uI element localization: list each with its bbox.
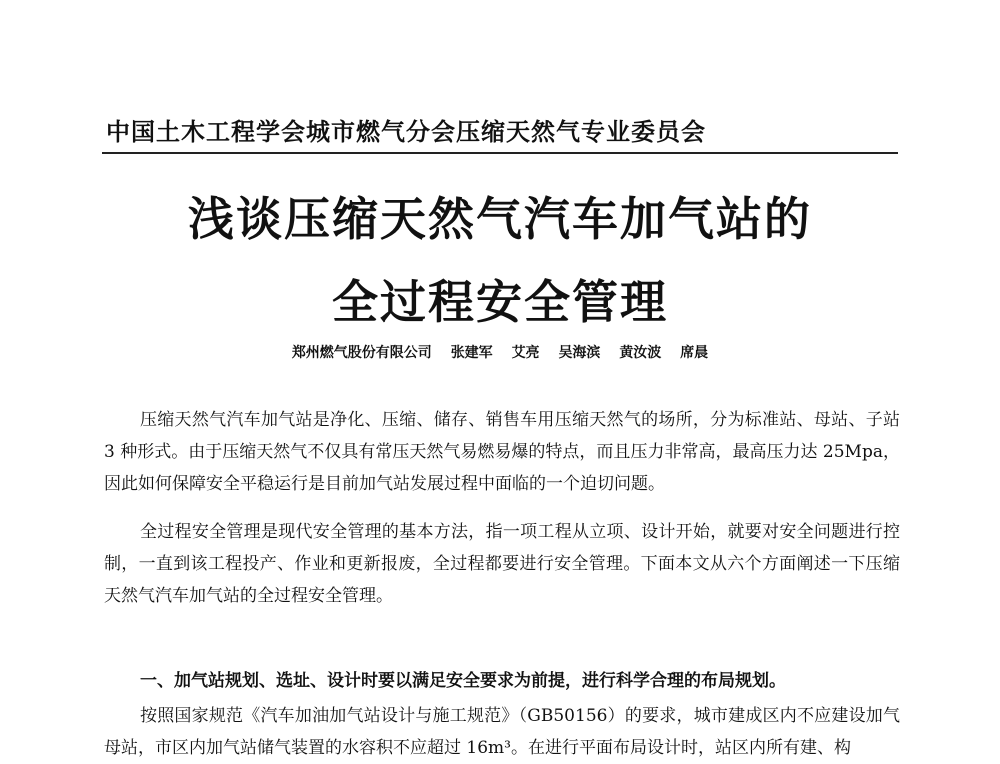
organization-header: 中国土木工程学会城市燃气分会压缩天然气专业委员会 <box>106 118 706 146</box>
author-affiliation: 郑州燃气股份有限公司 <box>291 345 432 361</box>
article-title-line1: 浅谈压缩天然气汽车加气站的 <box>188 192 812 246</box>
section-paragraph: 按照国家规范《汽车加油加气站设计与施工规范》（GB50156）的要求，城市建成区内不应建设加气母站，市区内加气站储气装置的水容积不应超过 16m³。在进行平面布局设计时，站区内所有建、构 <box>104 706 900 758</box>
method-paragraph: 全过程安全管理是现代安全管理的基本方法，指一项工程从立项、设计开始，就要对安全问题进行控制，一直到该工程投产、作业和更新报废，全过程都要进行安全管理。下面本文从六个方面阐述一下压缩天然气汽车加气站的全过程安全管理。 <box>104 522 900 606</box>
header-rule <box>102 152 898 154</box>
intro-paragraph: 压缩天然气汽车加气站是净化、压缩、储存、销售车用压缩天然气的场所，分为标准站、母站、子站 3 种形式。由于压缩天然气不仅具有常压天然气易燃易爆的特点，而且压力非常高，最高压力达 25Mpa，因此如何保障安全平稳运行是目前加气站发展过程中面临的一个迫切问题。 <box>104 410 900 494</box>
author-name: 艾亮 <box>511 345 540 361</box>
author-line <box>0 342 1000 362</box>
author-name: 吴海滨 <box>558 345 601 361</box>
author-name: 席晨 <box>680 345 709 361</box>
section-heading: 一、加气站规划、选址、设计时要以满足安全要求为前提，进行科学合理的布局规划。 <box>140 671 786 691</box>
author-name: 黄汝波 <box>619 345 662 361</box>
article-title-line2: 全过程安全管理 <box>332 275 668 329</box>
author-name: 张建军 <box>450 345 493 361</box>
